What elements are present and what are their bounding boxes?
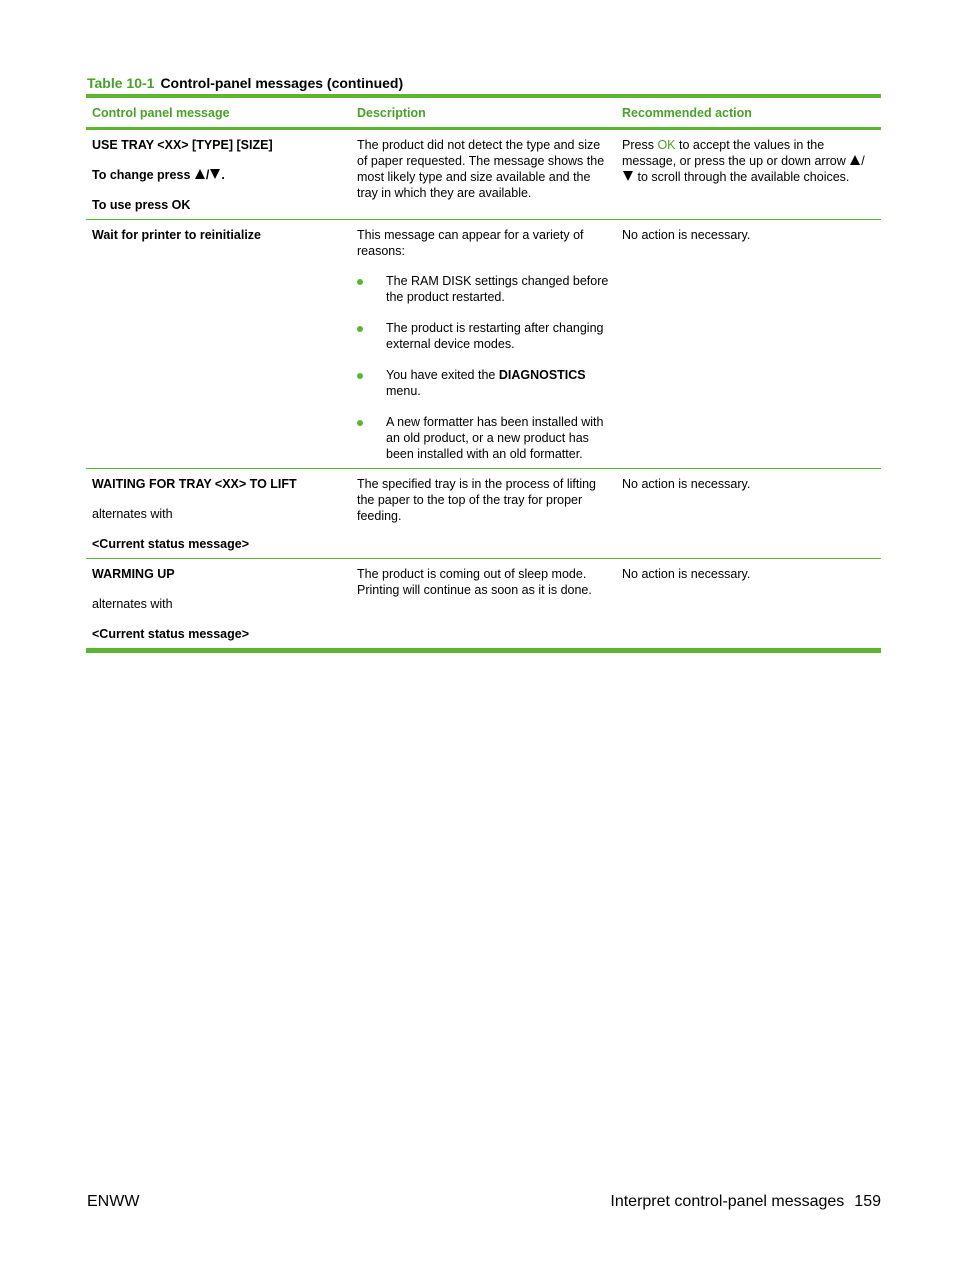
description-cell <box>351 220 616 469</box>
ok-button-reference: OK <box>657 138 676 152</box>
message-cell <box>86 469 351 559</box>
action-cell <box>616 559 881 651</box>
action-text: Press OK to accept the values in the message, or press the up or down arrow / to scroll through the available choices. <box>622 138 865 184</box>
message-text: Wait for printer to reinitialize <box>92 228 261 242</box>
message-text: WARMING UP <box>92 567 175 581</box>
reason-list <box>357 273 610 462</box>
table-row <box>86 469 881 559</box>
description-text: The product did not detect the type and size of paper requested. The message shows the most likely type and size available and the tray in which they are available. <box>357 138 605 200</box>
bullet-icon <box>357 373 363 379</box>
description-cell <box>351 559 616 651</box>
bullet-icon <box>357 420 363 426</box>
description-text: The specified tray is in the process of lifting the paper to the top of the tray for proper feeding. <box>357 477 597 523</box>
message-cell <box>86 129 351 220</box>
diagnostics-menu-name: DIAGNOSTICS <box>498 368 586 382</box>
message-text: WAITING FOR TRAY <XX> TO LIFT <box>92 477 297 491</box>
description-cell <box>351 469 616 559</box>
action-cell <box>616 129 881 220</box>
list-item: The product is restarting after changing external device modes. <box>357 320 610 352</box>
description-cell <box>351 129 616 220</box>
table-row <box>86 129 881 220</box>
message-text: alternates with <box>92 597 173 611</box>
action-cell <box>616 469 881 559</box>
description-text: This message can appear for a variety of reasons: <box>357 228 584 258</box>
down-arrow-icon <box>623 171 633 181</box>
list-item: The RAM DISK settings changed before the product restarted. <box>357 273 610 305</box>
up-arrow-icon <box>195 169 205 179</box>
table-title: Control-panel messages (continued) <box>160 75 404 91</box>
action-text: No action is necessary. <box>622 228 751 242</box>
control-panel-messages-table <box>86 94 881 653</box>
footer-edition: ENWW <box>87 1193 140 1210</box>
table-row <box>86 559 881 651</box>
table-number: Table 10-1 <box>87 75 155 91</box>
message-text: To change press / . <box>92 168 225 182</box>
table-caption <box>87 75 403 91</box>
action-cell <box>616 220 881 469</box>
bullet-icon <box>357 326 363 332</box>
page-number: 159 <box>854 1193 881 1210</box>
action-text: No action is necessary. <box>622 477 751 491</box>
message-text: <Current status message> <box>92 627 250 641</box>
message-text: To use press OK <box>92 198 191 212</box>
footer-section-title: Interpret control-panel messages <box>610 1193 845 1210</box>
down-arrow-icon <box>210 169 220 179</box>
message-text: <Current status message> <box>92 537 250 551</box>
message-text: USE TRAY <XX> [TYPE] [SIZE] <box>92 138 273 152</box>
action-text: No action is necessary. <box>622 567 751 581</box>
table-row <box>86 220 881 469</box>
column-header-message: Control panel message <box>92 106 230 120</box>
footer-section <box>610 1193 881 1211</box>
list-item: You have exited the DIAGNOSTICS menu. <box>357 367 610 399</box>
table-header-row <box>86 96 881 129</box>
message-cell <box>86 559 351 651</box>
list-item: A new formatter has been installed with an old product, or a new product has been installed with an old formatter. <box>357 414 610 462</box>
message-cell <box>86 220 351 469</box>
column-header-action: Recommended action <box>622 106 752 120</box>
bullet-icon <box>357 279 363 285</box>
description-text: The product is coming out of sleep mode. Printing will continue as soon as it is done. <box>357 567 592 597</box>
message-text: alternates with <box>92 507 173 521</box>
up-arrow-icon <box>850 155 860 165</box>
column-header-description: Description <box>357 106 426 120</box>
